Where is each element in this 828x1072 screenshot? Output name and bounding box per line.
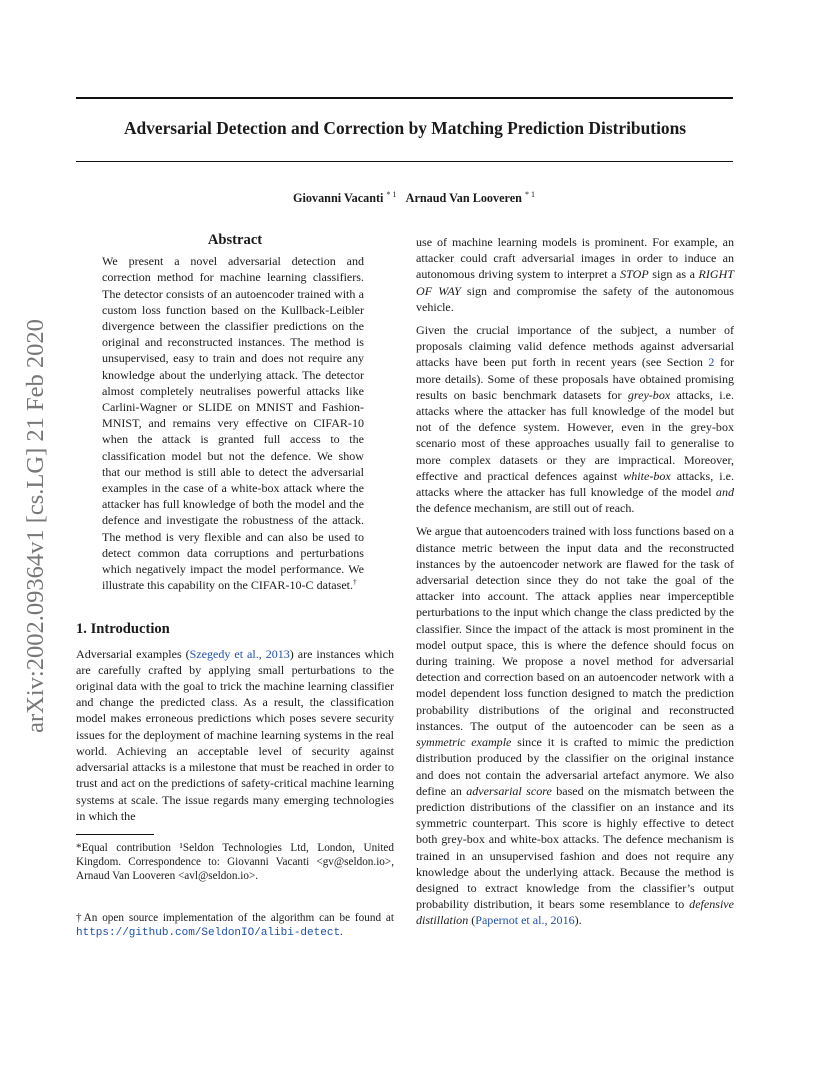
- abstract-body: [102, 253, 364, 593]
- body-paragraph: [416, 523, 734, 928]
- emphasis: STOP: [620, 267, 649, 282]
- emphasis: white-box: [623, 468, 671, 483]
- body-text: for more details). Some of these proposals have obtained promising results on basic benchmark datasets for: [416, 355, 734, 402]
- title-bottom-rule: [76, 161, 733, 162]
- emphasis: adversarial score: [466, 783, 552, 798]
- intro-text: Adversarial examples (: [76, 646, 190, 661]
- author-line: [100, 191, 728, 206]
- body-text: sign and compromise the safety of the autonomous vehicle.: [416, 283, 734, 314]
- author-name: Arnaud Van Looveren: [405, 191, 522, 205]
- emphasis: symmetric example: [416, 735, 512, 750]
- section-heading-introduction: 1. Introduction: [76, 621, 170, 638]
- author-affiliation: * 1: [386, 189, 397, 199]
- repo-link[interactable]: https://github.com/SeldonIO/alibi-detect: [76, 926, 341, 939]
- body-text: since it is crafted to mimic the prediction distribution produced by the classifier on the original instance and does not contain the adversarial artefact anymore. We also define an: [416, 735, 734, 798]
- footnote-rule: [76, 834, 154, 835]
- abstract-text: We present a novel adversarial detection and correction method for machine learning classifiers. The detector consists of an autoencoder trained with a custom loss function based on the Kullback-Leibler divergence between the classifier predictions on the original and reconstructed instances. The method is unsupervised, easy to train and does not require any knowledge about the underlying attack. The detector almost completely neutralises powerful attacks like Carlini-Wagner or SLIDE on MNIST and Fashion-MNIST, and remains very effective on CIFAR-10 when the attack is granted full access to the classification model but not the defence. We show that our method is still able to detect the adversarial examples in the case of a white-box attack where the attacker has full knowledge of both the model and the defence and investigate the robustness of the attack. The method is very flexible and can also be used to detect common data corruptions and perturbations which negatively impact the model performance. We illustrate this capability on the CIFAR-10-C dataset.: [102, 254, 364, 593]
- body-paragraph: [416, 234, 734, 315]
- arxiv-stamp: arXiv:2002.09364v1 [cs.LG] 21 Feb 2020: [22, 319, 49, 733]
- emphasis: and: [715, 485, 734, 500]
- footnote-text: †An open source implementation of the algorithm can be found at: [76, 911, 394, 924]
- right-column: [416, 234, 734, 936]
- body-text: the defence mechanism, are still out of reach.: [416, 501, 635, 516]
- author-affiliation: * 1: [524, 189, 535, 199]
- body-text: Given the crucial importance of the subject, a number of proposals claiming valid defence methods against adversarial attacks have been put forth in recent years (see Section: [416, 323, 734, 370]
- author-name: Giovanni Vacanti: [293, 191, 384, 205]
- emphasis: defensive distillation: [416, 897, 734, 928]
- section-link[interactable]: 2: [708, 355, 715, 370]
- body-text: attacks, i.e. attacks where the attacker has full knowledge of the model: [416, 468, 735, 500]
- dagger-mark: †: [353, 577, 357, 587]
- citation-link[interactable]: Papernot et al., 2016: [475, 913, 575, 928]
- body-text: We argue that autoencoders trained with loss functions based on a distance metric between the input data and the reconstructed instances by the autoencoder network are flawed for the task of adversarial detection since they do not take the goal of the attacker into account. The attack applies near imperceptible perturbations to the input which change the class predicted by the classifier. Since the impact of the attack is most prominent in the model output space, this is where the defence should focus on during training. We propose a novel method for adversarial detection and correction based on an autoencoder network with a model dependent loss function designed to match the prediction probability distributions of the original and reconstructed instances. The output of the autoencoder can be seen as a: [416, 524, 734, 733]
- body-text: attacks, i.e. attacks where the attacker has full knowledge of the model but not of the defence system. However, even in the grey-box scenario most of these approaches usually fail to generalise to more complex datasets or they are impractical. Moreover, effective and practical defences against: [416, 387, 734, 483]
- body-paragraph: [416, 322, 734, 516]
- emphasis: grey-box: [627, 387, 671, 402]
- footnote-affiliations: *Equal contribution ¹Seldon Technologies Ltd, London, United Kingdom. Correspondence to: Giovanni Vacanti <gv@seldon.io>, Arnaud Van Looveren <avl@seldon.io>.: [76, 841, 394, 882]
- footnote-code: [76, 911, 394, 940]
- body-text: sign as a: [648, 267, 699, 282]
- intro-text: ) are instances which are carefully crafted by applying small perturbations to the original data with the goal to trick the machine learning classifier and change the predicted class. As a result, the classification model makes erroneous predictions which poses severe security issues for the deployment of machine learning systems in the real world. Achieving an acceptable level of security against adversarial attacks is a milestone that must be reached in order to trust and act on the predictions of safety-critical machine learning systems at scale. The issue regards many emerging technologies in which the: [76, 646, 394, 823]
- citation-link[interactable]: Szegedy et al., 2013: [189, 646, 290, 661]
- body-text: based on the mismatch between the prediction distributions of the classifier on an instance and its symmetric counterpart. This score is highly effective to detect both grey-box and white-box attacks. The defence mechanism is trained in an unsupervised fashion and does not require any knowledge about the underlying attack. Because the method is designed to extract knowledge from the classifier’s output probability distribution, it bears some resemblance to: [416, 783, 734, 912]
- top-rule: [76, 97, 733, 99]
- body-text: (: [468, 913, 476, 928]
- paper-title: Adversarial Detection and Correction by Matching Prediction Distributions: [123, 118, 687, 138]
- intro-paragraph: [76, 646, 394, 824]
- left-column: [76, 232, 394, 940]
- footnote-text: .: [340, 925, 343, 938]
- body-text: ).: [574, 913, 582, 928]
- emphasis: RIGHT OF WAY: [416, 267, 734, 298]
- body-text: use of machine learning models is prominent. For example, an attacker could craft adversarial images in order to induce an autonomous driving system to interpret a: [416, 235, 734, 282]
- abstract-heading: Abstract: [207, 232, 263, 248]
